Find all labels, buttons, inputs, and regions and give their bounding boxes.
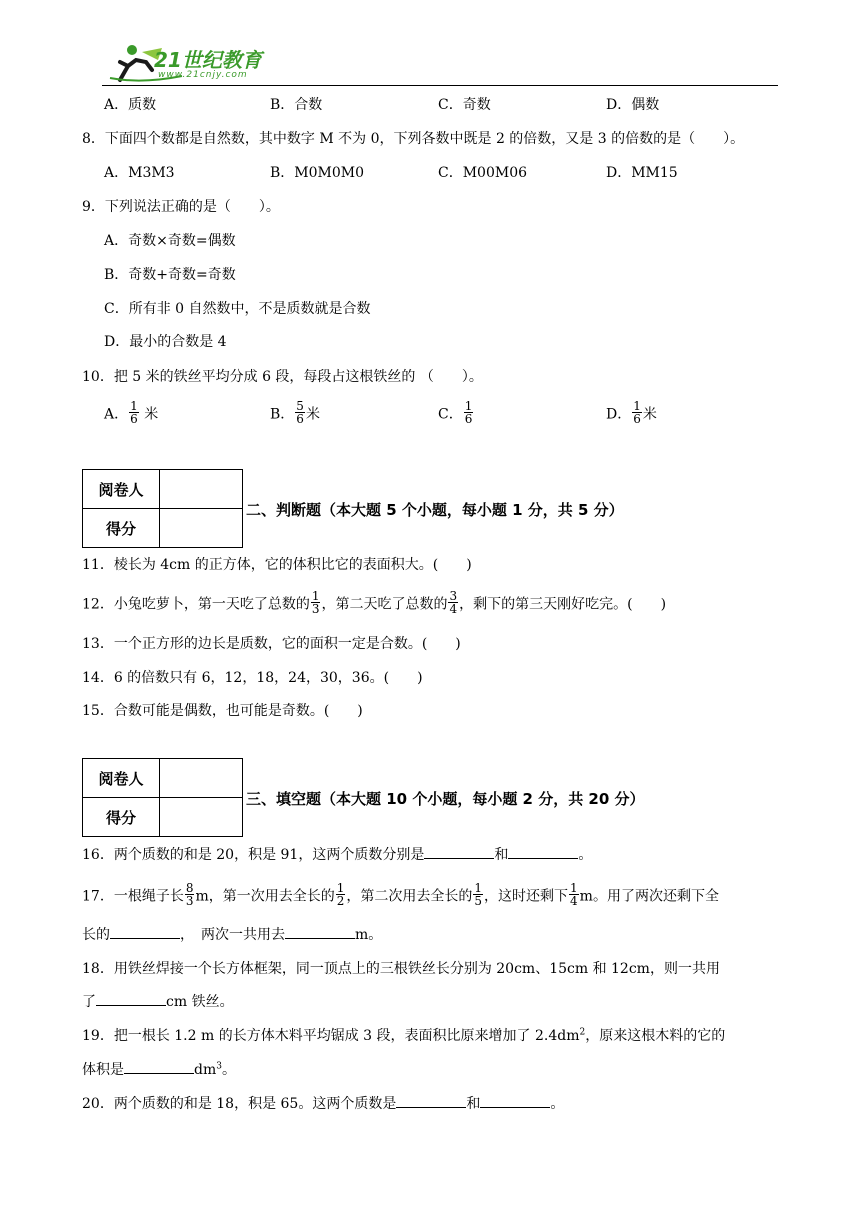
q10-stem: 10．把 5 米的铁丝平均分成 6 段，每段占这根铁丝的 （ ）。 [82, 369, 483, 385]
q20: 20．两个质数的和是 18，积是 65。这两个质数是 和 。 [82, 1093, 564, 1113]
unit: 米 [305, 406, 320, 423]
q16: 16．两个质数的和是 20，积是 91，这两个质数分别是 和 。 [82, 844, 592, 864]
unit: 米 [139, 406, 159, 423]
fraction: $\frac{1}{6}$ [633, 399, 641, 426]
q10-option-b[interactable] [270, 399, 320, 427]
q10-option-a[interactable] [104, 399, 159, 427]
score-cell[interactable] [160, 798, 243, 837]
answer-blank[interactable] [396, 1093, 466, 1108]
answer-blank[interactable] [480, 1093, 550, 1108]
option-label: D． [606, 406, 632, 423]
option-label: B． [270, 406, 295, 423]
section3-title: 三、填空题（本大题 10 个小题，每小题 2 分，共 20 分） [246, 790, 645, 808]
score-box-section2 [82, 469, 243, 548]
answer-blank[interactable] [124, 1059, 194, 1074]
score-box-section3 [82, 758, 243, 837]
fraction: $\frac{1}{6}$ [464, 399, 473, 426]
answer-blank[interactable] [424, 844, 494, 859]
answer-blank[interactable] [508, 844, 578, 859]
q13: 13．一个正方形的边长是质数，它的面积一定是合数。( ) [82, 636, 461, 652]
logo-url: www.21cnjy.com [158, 70, 248, 80]
logo-text: 21世纪教育 [154, 48, 262, 72]
option-label: A． [104, 406, 129, 423]
header-divider [102, 85, 778, 86]
site-logo [102, 40, 282, 86]
answer-blank[interactable] [96, 991, 166, 1006]
q8-option-c[interactable]: C．M00M06 [438, 165, 528, 181]
q8-option-d[interactable]: D．MM15 [606, 165, 678, 181]
q10-option-d[interactable] [606, 399, 657, 427]
q8-option-b[interactable]: B．M0M0M0 [270, 165, 365, 181]
q9-option-d[interactable]: D．最小的合数是 4 [104, 334, 227, 350]
q7-option-c[interactable]: C．奇数 [438, 97, 491, 113]
q14: 14．6 的倍数只有 6，12，18，24，30，36。( ) [82, 670, 423, 686]
q9-option-b[interactable]: B．奇数+奇数=奇数 [104, 267, 236, 283]
score-label: 得分 [83, 509, 160, 548]
q12: 12．小兔吃萝卜，第一天吃了总数的 $\frac{1}{3}$ ，第二天吃了总数的 $\frac{3}{4}$ ，剩下的第三天刚好吃完。( ) [82, 589, 667, 616]
q8-stem: 8．下面四个数都是自然数，其中数字 M 不为 0，下列各数中既是 2 的倍数，又是 3 的倍数的是（ ）。 [82, 131, 745, 147]
fraction: $\frac{8}{3}$ [185, 881, 194, 908]
q9-option-c[interactable]: C．所有非 0 自然数中，不是质数就是合数 [104, 301, 371, 317]
q17-line2: 长的 ， 两次一共用去 m。 [82, 924, 382, 944]
fraction: $\frac{5}{6}$ [296, 399, 304, 426]
reviewer-cell[interactable] [160, 470, 243, 509]
fraction: $\frac{1}{4}$ [570, 881, 578, 908]
q15: 15．合数可能是偶数，也可能是奇数。( ) [82, 703, 363, 719]
answer-blank[interactable] [285, 924, 355, 939]
q18-line2: 了 cm 铁丝。 [82, 991, 234, 1011]
option-label: C． [438, 406, 463, 423]
q7-option-a[interactable]: A．质数 [104, 97, 157, 113]
fraction: $\frac{1}{5}$ [474, 881, 483, 908]
q10-option-c[interactable] [438, 399, 474, 427]
q9-stem: 9．下列说法正确的是（ ）。 [82, 199, 280, 215]
reviewer-cell[interactable] [160, 759, 243, 798]
answer-blank[interactable] [110, 924, 180, 939]
q7-option-b[interactable]: B．合数 [270, 97, 323, 113]
fraction: $\frac{1}{6}$ [130, 399, 138, 426]
q19-line1: 19．把一根长 1.2 m 的长方体木料平均锯成 3 段，表面积比原来增加了 $2.4dm^2$，原来这根木料的它的 [82, 1027, 726, 1044]
fraction: $\frac{1}{3}$ [311, 589, 320, 616]
unit: 米 [642, 406, 657, 423]
q7-option-d[interactable]: D．偶数 [606, 97, 660, 113]
reviewer-label: 阅卷人 [83, 470, 160, 509]
fraction: $\frac{1}{2}$ [336, 881, 345, 908]
q18-line1: 18．用铁丝焊接一个长方体框架，同一顶点上的三根铁丝长分别为 20cm、15cm 和 12cm，则一共用 [82, 961, 720, 977]
q17-line1: 17．一根绳子长 $\frac{8}{3}$ m，第一次用去全长的 $\frac{1}{2}$ ，第二次用去全长的 $\frac{1}{5}$ ，这时还剩下 $\frac{1}{4}$ m。用了两次还剩下全 [82, 881, 719, 908]
reviewer-label: 阅卷人 [83, 759, 160, 798]
q8-option-a[interactable]: A．M3M3 [104, 165, 175, 181]
score-label: 得分 [83, 798, 160, 837]
score-cell[interactable] [160, 509, 243, 548]
q11: 11．棱长为 4cm 的正方体，它的体积比它的表面积大。( ) [82, 557, 472, 573]
section2-title: 二、判断题（本大题 5 个小题，每小题 1 分，共 5 分） [246, 501, 624, 519]
q19-line2: 体积是 $dm^3$。 [82, 1059, 236, 1079]
fraction: $\frac{3}{4}$ [449, 589, 458, 616]
q9-option-a[interactable]: A．奇数×奇数=偶数 [104, 233, 236, 249]
